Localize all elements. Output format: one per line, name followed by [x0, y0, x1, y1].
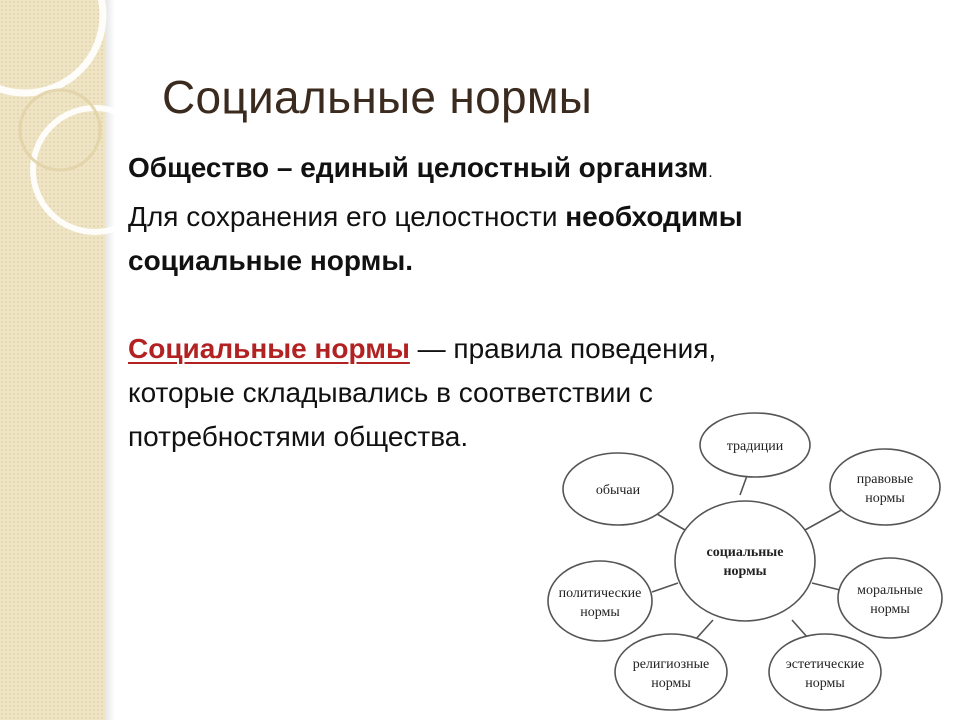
paragraph-1-line-3: [128, 239, 928, 283]
center-node-label-2: нормы: [723, 564, 767, 579]
definition-term: Социальные нормы: [128, 333, 410, 364]
connector-religious: [695, 620, 713, 640]
paragraph-gap: [128, 283, 928, 327]
node-legal-label-1: правовые: [856, 472, 914, 487]
definition-text-1: — правила поведения,: [409, 333, 717, 364]
society-statement: Общество – единый целостный организм: [128, 152, 709, 183]
node-political: [548, 561, 652, 641]
node-legal-label-2: нормы: [865, 491, 905, 506]
center-node-label-1: социальные: [706, 545, 784, 560]
necessary-word: необходимы: [565, 201, 743, 232]
connector-political: [652, 583, 678, 592]
connector-moral: [812, 583, 840, 590]
node-political-label-1: политические: [558, 586, 642, 601]
preservation-text: Для сохранения его целостности: [128, 201, 566, 232]
node-aesthetic-label-2: нормы: [805, 676, 845, 691]
paragraph-1-line-2: [128, 195, 928, 239]
node-moral-label-1: моральные: [857, 583, 923, 598]
center-node: [675, 501, 815, 621]
deco-ring-top: [0, 0, 103, 93]
node-religious: [615, 634, 727, 710]
deco-ring-inner: [20, 90, 100, 170]
node-legal: [830, 449, 940, 525]
node-aesthetic-label-1: эстетические: [785, 657, 865, 672]
definition-line-1: [128, 327, 928, 371]
node-political-label-2: нормы: [580, 605, 620, 620]
paragraph-1-line-1: [128, 146, 928, 195]
social-norms-diagram: [530, 395, 950, 715]
node-traditions-label: традиции: [726, 439, 784, 454]
definition-line-2: которые складывались в соответствии с: [128, 377, 653, 408]
node-religious-label-2: нормы: [651, 676, 691, 691]
slide-title: Социальные нормы: [162, 71, 593, 123]
node-aesthetic: [769, 634, 881, 710]
definition-line-3: потребностями общества.: [128, 421, 469, 452]
node-religious-label-1: религиозные: [632, 657, 710, 672]
node-customs-label: обычаи: [595, 483, 641, 498]
statement-period: .: [708, 164, 713, 181]
connector-aesthetic: [792, 620, 808, 638]
connector-legal: [805, 508, 845, 530]
node-moral: [838, 558, 942, 638]
node-moral-label-2: нормы: [870, 602, 910, 617]
social-norms-phrase: социальные нормы.: [128, 245, 414, 276]
